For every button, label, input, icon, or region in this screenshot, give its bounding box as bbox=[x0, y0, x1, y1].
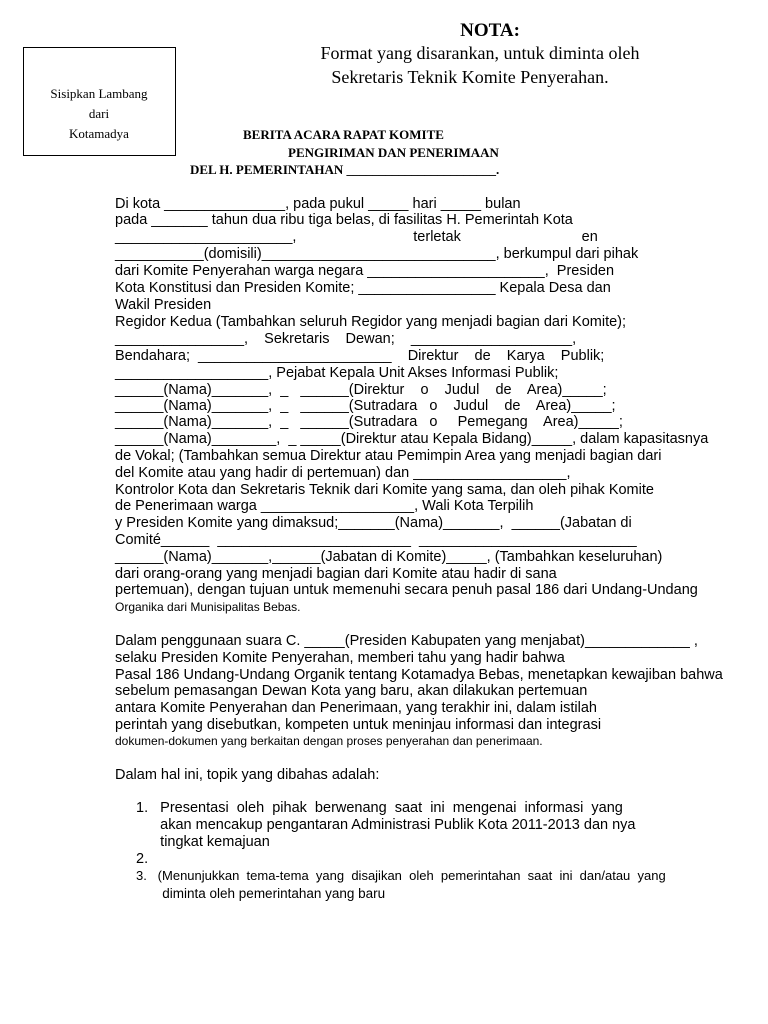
body-line: Pasal 186 Undang-Undang Organik tentang Kotamadya Bebas, menetapkan kewajiban bahwa bbox=[115, 667, 723, 683]
body-line: perintah yang disebutkan, kompeten untuk meninjau informasi dan integrasi bbox=[115, 717, 602, 733]
body-line: pada _______ tahun dua ribu tiga belas, di fasilitas H. Pemerintah Kota bbox=[115, 212, 573, 228]
body-line: Di kota _______________, pada pukul _____ hari _____ bulan bbox=[115, 196, 521, 212]
body-line: de Vokal; (Tambahkan semua Direktur atau Pemimpin Area yang menjadi bagian dari bbox=[115, 448, 662, 464]
list-item-3-line-2: diminta oleh pemerintahan yang baru bbox=[136, 886, 386, 901]
body-line: Bendahara; ________________________ Direktur de Karya Publik; bbox=[115, 348, 605, 364]
body-line: pertemuan), dengan tujuan untuk memenuhi secara penuh pasal 186 dari Undang-Undang bbox=[115, 582, 698, 598]
topic-intro: Dalam hal ini, topik yang dibahas adalah: bbox=[115, 767, 380, 783]
body-line: ___________(domisili)_____________________________, berkumpul dari pihak bbox=[115, 246, 639, 262]
body-line: ______(Nama)_______, _ ______(Direktur o Judul de Area)_____; bbox=[115, 382, 607, 398]
body-line: ______(Nama)_______,______(Jabatan di Komite)_____, (Tambahkan keseluruhan) bbox=[115, 549, 663, 565]
list-item-1-line-3: tingkat kemajuan bbox=[136, 834, 270, 850]
list-item-2: 2. bbox=[136, 851, 149, 867]
body-line: ______(Nama)_______, _ ______(Sutradara o Judul de Area)_____; bbox=[115, 398, 616, 414]
body-line: ________________, Sekretaris Dewan; ____________________, bbox=[115, 331, 577, 347]
body-line-small: dokumen-dokumen yang berkaitan dengan proses penyerahan dan penerimaan. bbox=[115, 734, 543, 748]
logo-text-line1: Sisipkan Lambang dari bbox=[50, 86, 148, 121]
list-item-1-line-1: 1. Presentasi oleh pihak berwenang saat ini mengenai informasi yang bbox=[136, 800, 623, 816]
list-item-3-line-1: 3. (Menunjukkan tema-tema yang disajikan oleh pemerintahan saat ini dan/atau yang bbox=[136, 868, 666, 883]
body-line: Comité______ ________________________ ___________________________ bbox=[115, 532, 637, 548]
body-line: Regidor Kedua (Tambahkan seluruh Regidor yang menjadi bagian dari Komite); bbox=[115, 314, 627, 330]
body-line: y Presiden Komite yang dimaksud;_______(Nama)_______, ______(Jabatan di bbox=[115, 515, 632, 531]
body-line: Wakil Presiden bbox=[115, 297, 212, 313]
document-heading-line-3: DEL H. PEMERINTAHAN _______________________. bbox=[190, 162, 500, 177]
document-heading-line-2: PENGIRIMAN DAN PENERIMAAN bbox=[288, 145, 499, 160]
body-line: antara Komite Penyerahan dan Penerimaan, yang terakhir ini, dalam istilah bbox=[115, 700, 597, 716]
body-line: Kontrolor Kota dan Sekretaris Teknik dari Komite yang sama, dan oleh pihak Komite bbox=[115, 482, 654, 498]
note-line-2: Sekretaris Teknik Komite Penyerahan. bbox=[331, 67, 609, 87]
body-line: del Komite atau yang hadir di pertemuan) dan ___________________, bbox=[115, 465, 571, 481]
body-line: Kota Konstitusi dan Presiden Komite; _________________ Kepala Desa dan bbox=[115, 280, 611, 296]
note-title: NOTA: bbox=[460, 20, 520, 41]
body-line: ______(Nama)_______, _ ______(Sutradara o Pemegang Area)_____; bbox=[115, 414, 623, 430]
body-line: dari orang-orang yang menjadi bagian dari Komite atau hadir di sana bbox=[115, 566, 557, 582]
body-line: de Penerimaan warga ___________________, Wali Kota Terpilih bbox=[115, 498, 534, 514]
body-line-small: Organika dari Munisipalitas Bebas. bbox=[115, 600, 301, 614]
logo-placeholder-box bbox=[23, 47, 176, 156]
note-line-1: Format yang disarankan, untuk diminta oleh bbox=[320, 43, 640, 63]
logo-text-line2: Kotamadya bbox=[69, 126, 129, 141]
body-line: dari Komite Penyerahan warga negara ______________________, Presiden bbox=[115, 263, 615, 279]
body-line: ______(Nama)________, _ _____(Direktur atau Kepala Bidang)_____, dalam kapasitasnya bbox=[115, 431, 709, 447]
body-line: Dalam penggunaan suara C. _____(Presiden Kabupaten yang menjabat)_____________ , bbox=[115, 633, 698, 649]
body-line: sebelum pemasangan Dewan Kota yang baru, akan dilakukan pertemuan bbox=[115, 683, 588, 699]
body-line: ______________________, terletak en bbox=[115, 229, 598, 245]
body-line: selaku Presiden Komite Penyerahan, memberi tahu yang hadir bahwa bbox=[115, 650, 565, 666]
document-heading-line-1: BERITA ACARA RAPAT KOMITE bbox=[243, 127, 444, 142]
body-line: ___________________, Pejabat Kepala Unit Akses Informasi Publik; bbox=[115, 365, 559, 381]
logo-placeholder-text bbox=[44, 84, 154, 144]
list-item-1-line-2: akan mencakup pengantaran Administrasi Publik Kota 2011-2013 dan nya bbox=[136, 817, 636, 833]
